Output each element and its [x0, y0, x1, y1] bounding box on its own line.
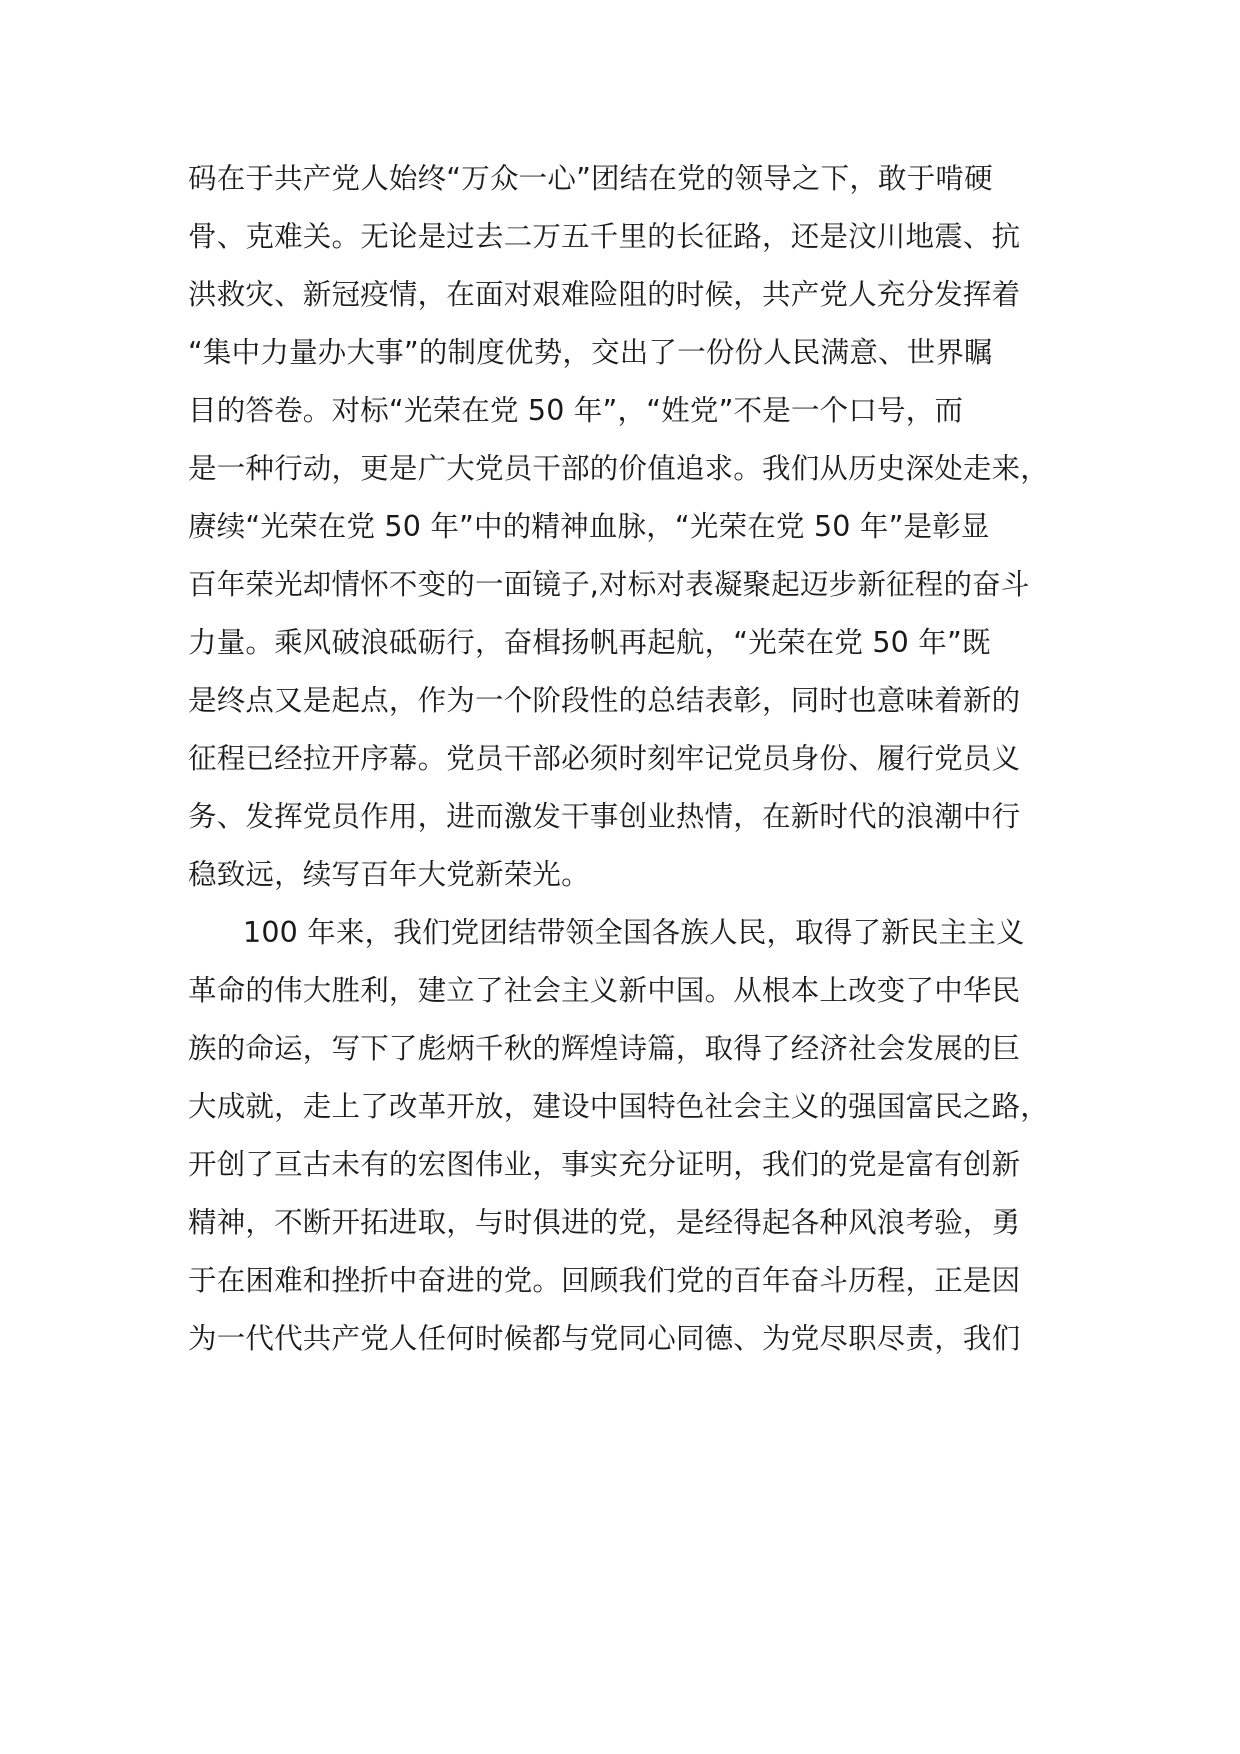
text-line: 赓续“光荣在党 50 年”中的精神血脉，“光荣在党 50 年”是彰显 — [188, 510, 990, 543]
text-line: 务、发挥党员作用，进而激发干事创业热情，在新时代的浪潮中行 — [188, 800, 1021, 833]
paragraph-first-line: 100 年来，我们党团结带领全国各族人民，取得了新民主主义 — [243, 916, 1025, 949]
text-line: 于在困难和挫折中奋进的党。回顾我们党的百年奋斗历程，正是因 — [188, 1264, 1021, 1297]
text-line: 稳致远，续写百年大党新荣光。 — [188, 858, 590, 891]
text-line: 革命的伟大胜利，建立了社会主义新中国。从根本上改变了中华民 — [188, 974, 1021, 1007]
text-line: “集中力量办大事”的制度优势，交出了一份份人民满意、世界瞩 — [188, 336, 993, 369]
text-line: 为一代代共产党人任何时候都与党同心同德、为党尽职尽责，我们 — [188, 1322, 1021, 1355]
text-line: 骨、克难关。无论是过去二万五千里的长征路，还是汶川地震、抗 — [188, 220, 1021, 253]
text-line: 精神，不断开拓进取，与时俱进的党，是经得起各种风浪考验，勇 — [188, 1206, 1021, 1239]
text-line: 是终点又是起点，作为一个阶段性的总结表彰，同时也意味着新的 — [188, 684, 1021, 717]
text-line: 族的命运，写下了彪炳千秋的辉煌诗篇，取得了经济社会发展的巨 — [188, 1032, 1021, 1065]
text-line: 百年荣光却情怀不变的一面镜子,对标对表凝聚起迈步新征程的奋斗 — [188, 568, 1030, 601]
text-line: 洪救灾、新冠疫情，在面对艰难险阻的时候，共产党人充分发挥着 — [188, 278, 1021, 311]
text-line: 力量。乘风破浪砥砺行，奋楫扬帆再起航，“光荣在党 50 年”既 — [188, 626, 991, 659]
text-line: 码在于共产党人始终“万众一心”团结在党的领导之下，敢于啃硬 — [188, 162, 993, 195]
text-line: 征程已经拉开序幕。党员干部必须时刻牢记党员身份、履行党员义 — [188, 742, 1021, 775]
text-line: 开创了亘古未有的宏图伟业，事实充分证明，我们的党是富有创新 — [188, 1148, 1021, 1181]
text-line: 大成就，走上了改革开放，建设中国特色社会主义的强国富民之路， — [188, 1090, 1050, 1123]
text-line: 目的答卷。对标“光荣在党 50 年”，“姓党”不是一个口号，而 — [188, 394, 964, 427]
text-line: 是一种行动，更是广大党员干部的价值追求。我们从历史深处走来， — [188, 452, 1050, 485]
